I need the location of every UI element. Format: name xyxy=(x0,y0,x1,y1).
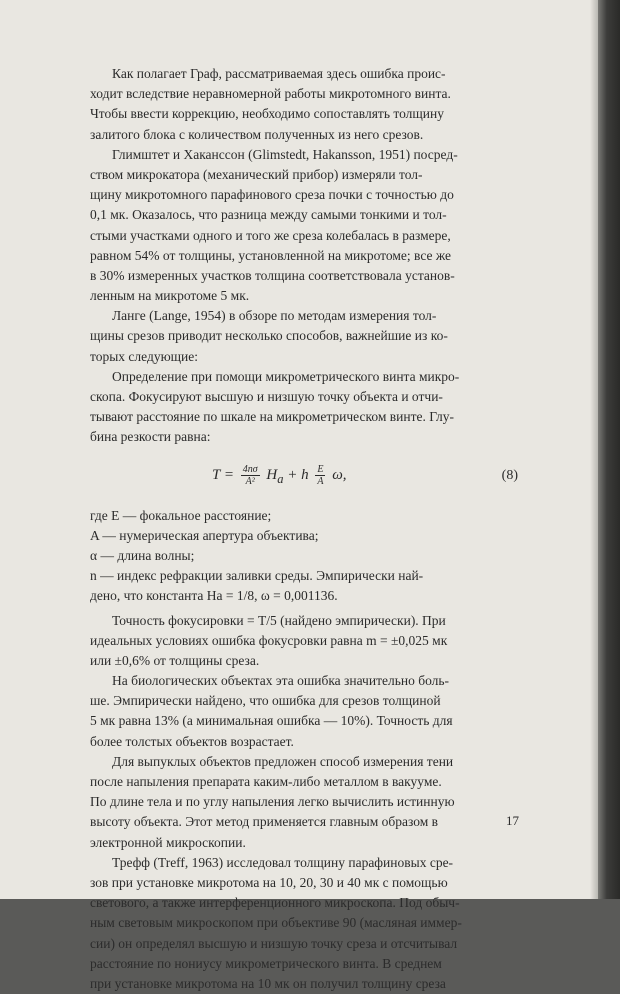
text-line: Для выпуклых объектов предложен способ измерения тени xyxy=(112,753,454,769)
text-line: Трефф (Treff, 1963) исследовал толщину парафиновых сре- xyxy=(112,854,454,870)
text-line: По длине тела и по углу напыления легко вычислить истинную xyxy=(90,794,455,810)
text-line: после напыления препарата каким-либо металлом в вакууме. xyxy=(90,774,442,789)
text-line: зов при установке микротома на 10, 20, 30 и 40 мк с помощью xyxy=(90,874,448,890)
text-line: 5 мк равна 13% (а минимальная ошибка — 10%). Точность для xyxy=(90,713,453,729)
text-line: Глимштет и Хаканссон (Glimstedt, Hakansson, 1951) посред- xyxy=(112,146,458,162)
text-line: ше. Эмпирически найдено, что ошибка для срезов толщиной xyxy=(90,693,441,709)
text-line: идеальных условиях ошибка фокусровки равна m = ±0,025 мк xyxy=(90,632,448,648)
text-line: n — индекс рефракции заливки среды. Эмпирически най- xyxy=(90,568,424,584)
text-line: дено, что константа Hа = 1/8, ω = 0,001136. xyxy=(90,588,338,604)
text-line: залитого блока с количеством полученных из него срезов. xyxy=(90,126,424,142)
text-line: A — нумерическая апертура объектива; xyxy=(90,527,319,543)
formula-plus: + h xyxy=(287,466,309,483)
text-line: щину микротомного парафинового среза почки с точностью до xyxy=(90,187,454,203)
text-line: α — длина волны; xyxy=(90,547,195,563)
page-edge-shadow xyxy=(590,0,598,899)
formula-lhs: T = xyxy=(212,466,234,483)
text-line: сии) он определял высшую и низшую точку среза и отсчитывал xyxy=(90,935,458,951)
formula-fraction xyxy=(241,464,260,487)
formula-number: (8) xyxy=(501,467,518,483)
text-line: или ±0,6% от толщины среза. xyxy=(90,652,260,668)
formula-denominator: A² xyxy=(245,475,255,487)
text-line: более толстых объектов возрастает. xyxy=(90,733,294,749)
text-line: Как полагает Граф, рассматриваемая здесь ошибка проис- xyxy=(112,66,446,81)
page-number: 17 xyxy=(506,813,519,828)
text-line: Чтобы ввести коррекцию, необходимо сопоставлять толщину xyxy=(90,106,444,122)
text-line: электронной микроскопии. xyxy=(90,834,246,850)
formula-fraction xyxy=(315,464,325,487)
text-line: На биологических объектах эта ошибка значительно боль- xyxy=(112,673,450,689)
formula-denominator: A xyxy=(317,475,324,487)
formula-subscript: a xyxy=(277,471,284,486)
text-line: скопа. Фокусируют высшую и низшую точку объекта и отчи- xyxy=(90,389,443,404)
text-line: высоту объекта. Этот метод применяется главным образом в xyxy=(90,814,439,830)
text-line: светового, а также интерференционного микроскопа. Под обыч- xyxy=(90,895,460,911)
text-line: щины срезов приводит несколько способов, важнейшие из ко- xyxy=(90,328,448,344)
text-line: где E — фокальное расстояние; xyxy=(90,507,272,523)
text-line: равном 54% от толщины, установленной на микротоме; все же xyxy=(90,247,451,263)
text-line: ленным на микротоме 5 мк. xyxy=(90,288,250,304)
formula-numerator: E xyxy=(317,463,324,475)
text-line: торых следующие: xyxy=(90,348,199,364)
text-line: стыми участками одного и того же среза колебалась в размере, xyxy=(90,227,451,243)
text-line: ходит вследствие неравномерной работы микротомного винта. xyxy=(90,86,451,102)
text-line: Определение при помощи микрометрического винта микро- xyxy=(112,368,460,384)
text-line: ством микрокатора (механический прибор) измеряли тол- xyxy=(90,166,423,182)
formula-term: H xyxy=(266,466,278,483)
text-line: ным световым микроскопом при объективе 90 (масляная иммер- xyxy=(90,915,462,931)
text-line: Точность фокусировки = T/5 (найдено эмпирически). При xyxy=(112,612,446,628)
formula-numerator: 4nσ xyxy=(242,463,258,475)
book-spine-edge xyxy=(598,0,620,899)
formula-tail: ω, xyxy=(332,466,347,483)
formula-8 xyxy=(90,454,526,498)
text-line: расстояние по нониусу микрометрического винта. В среднем xyxy=(90,955,442,971)
text-line: бина резкости равна: xyxy=(90,429,211,445)
body-text xyxy=(90,64,526,994)
text-line: Ланге (Lange, 1954) в обзоре по методам измерения тол- xyxy=(112,308,437,324)
text-line: при установке микротома на 10 мк он получил толщину среза xyxy=(90,975,446,991)
text-line: 0,1 мк. Оказалось, что разница между самыми тонкими и тол- xyxy=(90,207,447,223)
text-line: в 30% измеренных участков толщина соответствовала установ- xyxy=(90,267,455,283)
text-line: тывают расстояние по шкале на микрометрическом винте. Глу- xyxy=(90,409,454,425)
formula-expression xyxy=(212,464,347,489)
